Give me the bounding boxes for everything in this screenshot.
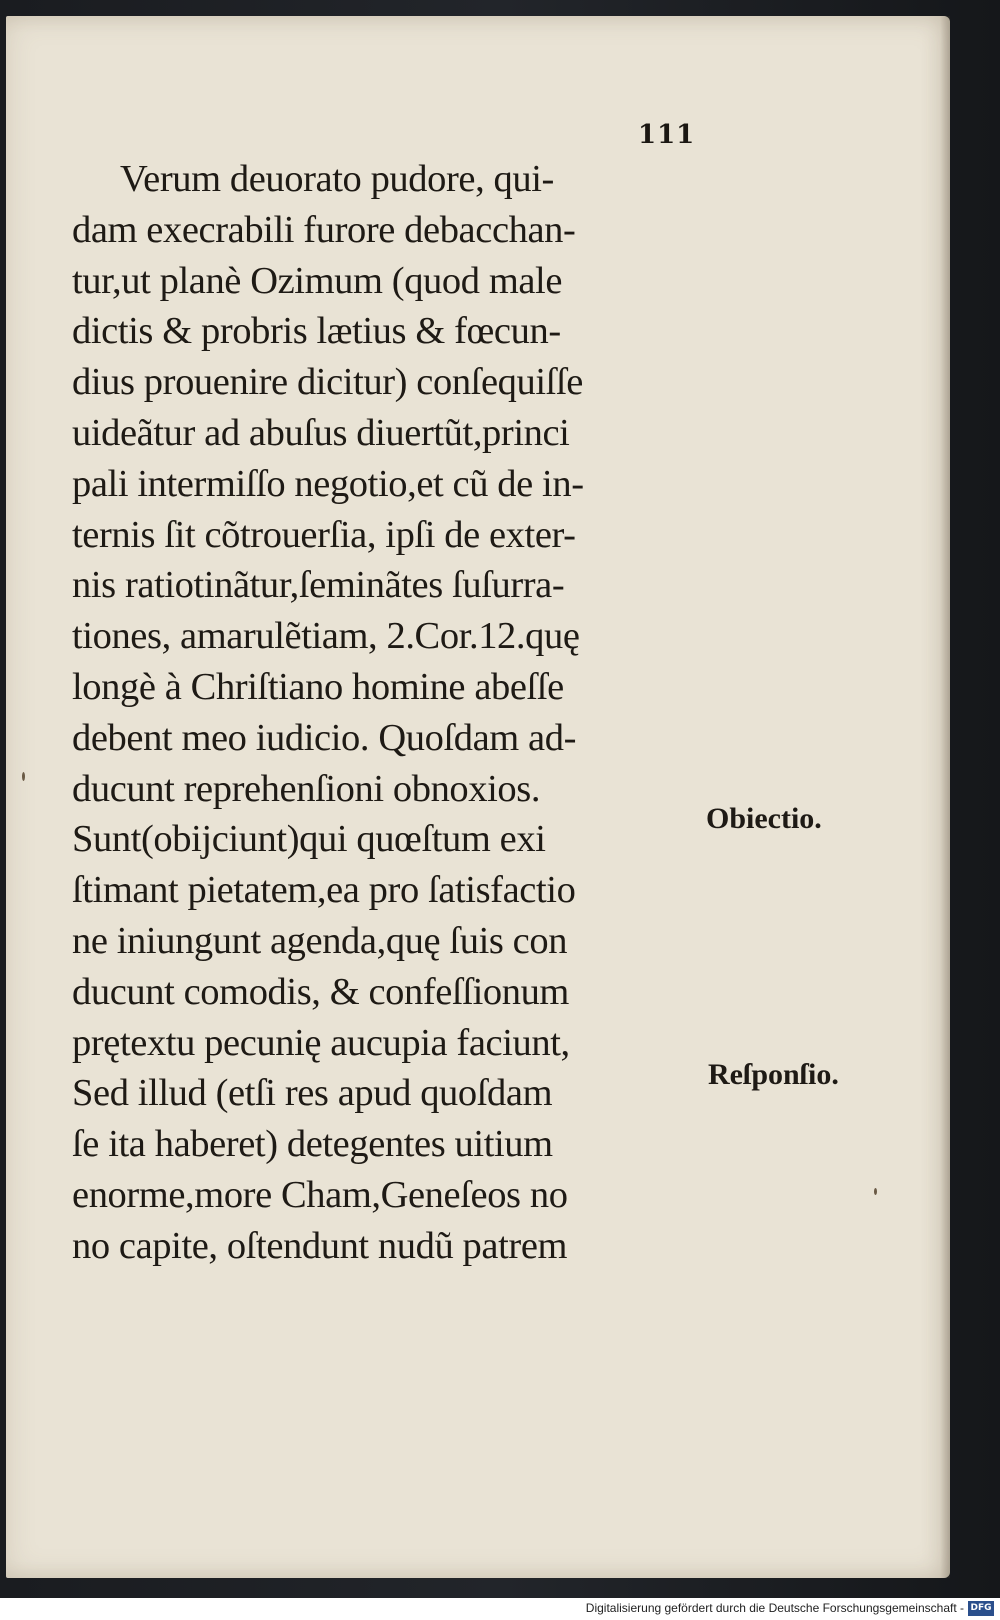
text-line: ducunt reprehenſioni obnoxios. xyxy=(72,767,541,810)
book-page xyxy=(6,16,950,1578)
main-text-block xyxy=(72,154,712,1272)
text-line: ſtimant pietatem,ea pro ſatisfactio xyxy=(72,869,576,912)
text-line: ternis ſit cõtrouerſia, ipſi de exter- xyxy=(72,513,576,556)
text-line: prętextu pecunię aucupia faciunt, xyxy=(72,1021,570,1064)
text-line: ſe ita haberet) detegentes uitium xyxy=(72,1123,553,1166)
text-line: longè à Chriſtiano homine abeſſe xyxy=(72,665,564,708)
digitization-footer xyxy=(0,1598,1000,1620)
page-number: 111 xyxy=(638,120,696,150)
text-line: enorme,more Cham,Geneſeos no xyxy=(72,1173,568,1216)
text-line: dius prouenire dicitur) conſequiſſe xyxy=(72,361,583,404)
marginal-note-objectio: Obiectio. xyxy=(706,802,822,835)
text-line: pali intermiſſo negotio,et cũ de in- xyxy=(72,462,584,505)
paper-speck xyxy=(874,1188,877,1195)
text-line: Sed illud (etſi res apud quoſdam xyxy=(72,1072,553,1115)
text-line: Verum deuorato pudore, qui- xyxy=(120,158,554,200)
text-line: uideãtur ad abuſus diuertũt,princi xyxy=(72,411,570,454)
text-line: debent meo iudicio. Quoſdam ad- xyxy=(72,716,577,759)
text-line: Sunt(obijciunt)qui quœſtum exi xyxy=(72,818,546,861)
paper-speck xyxy=(22,772,25,781)
text-line: tiones, amarulẽtiam, 2.Cor.12.quę xyxy=(72,615,580,658)
text-line: no capite, oſtendunt nudũ patrem xyxy=(72,1224,568,1267)
text-line: dam execrabili furore debacchan- xyxy=(72,208,576,251)
text-line: ne iniungunt agenda,quę ſuis con xyxy=(72,919,568,962)
text-line: nis ratiotinãtur,ſeminãtes ſuſurra- xyxy=(72,564,565,607)
funding-credit: Digitalisierung gefördert durch die Deutsche Forschungsgemeinschaft - xyxy=(585,1601,964,1615)
text-line: dictis & probris lætius & fœcun- xyxy=(72,310,561,353)
dfg-logo-icon: DFG xyxy=(968,1601,994,1616)
marginal-note-responsio: Reſponſio. xyxy=(708,1058,839,1091)
text-line: ducunt comodis, & confeſſionum xyxy=(72,970,569,1013)
text-line: tur,ut planè Ozimum (quod male xyxy=(72,259,563,302)
